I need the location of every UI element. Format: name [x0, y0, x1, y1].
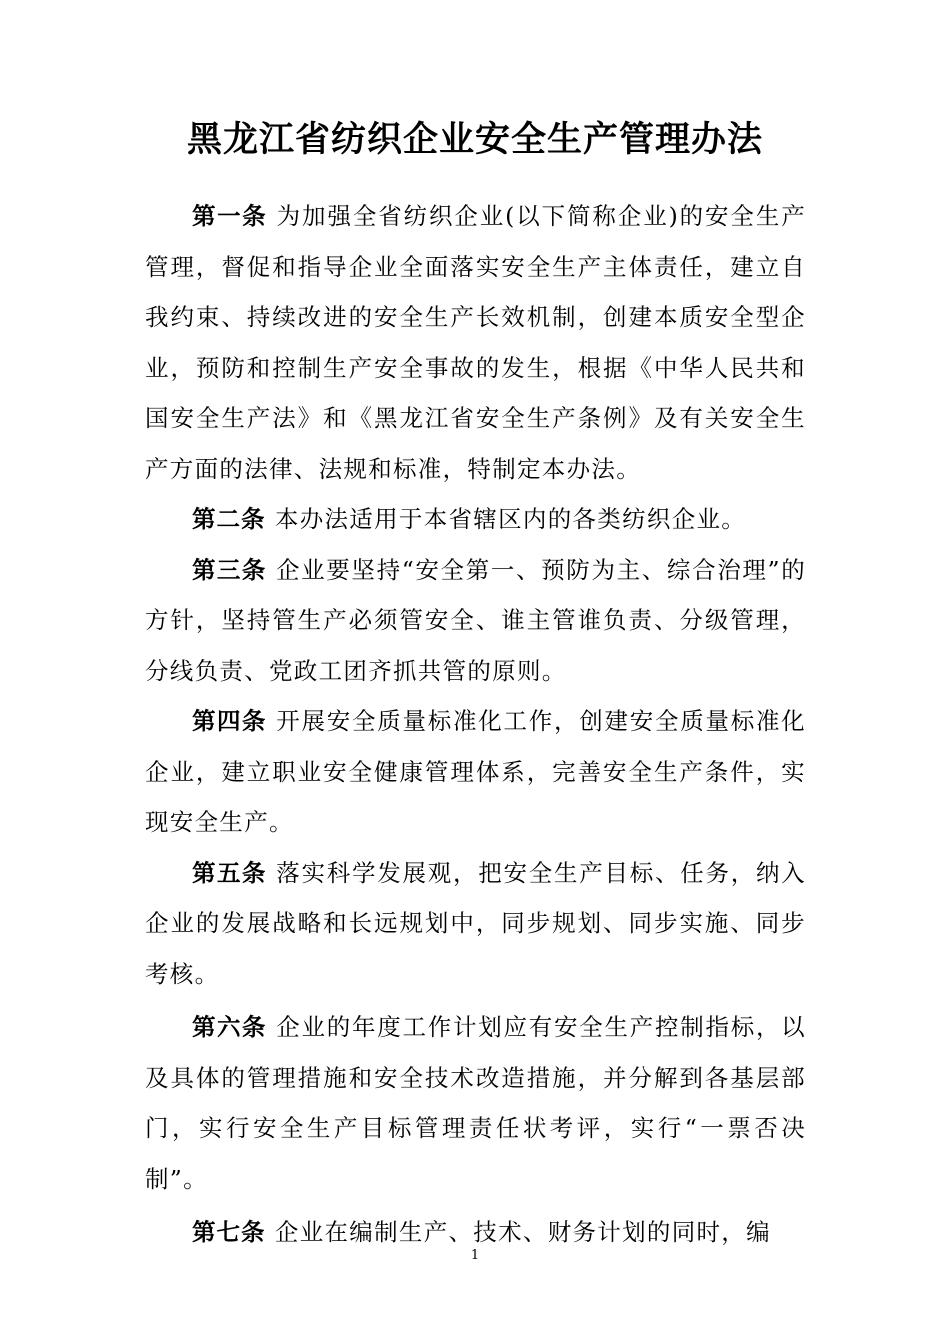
- article-3-text: 企业要坚持“安全第一、预防为主、综合治理”的方针，坚持管生产必须管安全、谁主管谁负责、分级管理，分线负责、党政工团齐抓共管的原则。: [145, 555, 806, 685]
- article-7-label: 第七条: [192, 1218, 266, 1246]
- article-3: [145, 545, 806, 697]
- article-1-label: 第一条: [192, 202, 268, 230]
- article-5-text: 落实科学发展观，把安全生产目标、任务，纳入企业的发展战略和长远规划中，同步规划、同步实施、同步考核。: [145, 858, 806, 988]
- document-title: 黑龙江省纺织企业安全生产管理办法: [186, 119, 763, 160]
- article-2-label: 第二条: [192, 505, 266, 533]
- article-4-text: 开展安全质量标准化工作，创建安全质量标准化企业，建立职业安全健康管理体系，完善安全生产条件，实现安全生产。: [145, 707, 806, 836]
- document-body: [145, 191, 806, 1258]
- article-5-label: 第五条: [192, 858, 267, 887]
- article-1-text: 为加强全省纺织企业(以下简称企业)的安全生产管理，督促和指导企业全面落实安全生产主体责任，建立自我约束、持续改进的安全生产长效机制，创建本质安全型企业，预防和控制生产安全事故的发生，根据《中华人民共和国安全生产法》和《黑龙江省安全生产条例》及有关安全生产方面的法律、法规和标准，特制定本办法。: [145, 202, 807, 483]
- article-2: [145, 494, 806, 545]
- article-6: [145, 1002, 806, 1204]
- article-7-text: 企业在编制生产、技术、财务计划的同时，编: [274, 1218, 771, 1246]
- article-4-label: 第四条: [192, 707, 267, 735]
- article-2-text: 本办法适用于本省辖区内的各类纺织企业。: [274, 505, 747, 533]
- article-5: [145, 848, 806, 1000]
- article-1: [145, 191, 806, 494]
- page-number: 1: [470, 1248, 480, 1263]
- article-6-text: 企业的年度工作计划应有安全生产控制指标，以及具体的管理措施和安全技术改造措施，并分解到各基层部门，实行安全生产目标管理责任状考评，实行“一票否决制”。: [145, 1013, 806, 1193]
- article-3-label: 第三条: [192, 555, 267, 584]
- article-4: [145, 696, 806, 848]
- article-6-label: 第六条: [192, 1013, 267, 1041]
